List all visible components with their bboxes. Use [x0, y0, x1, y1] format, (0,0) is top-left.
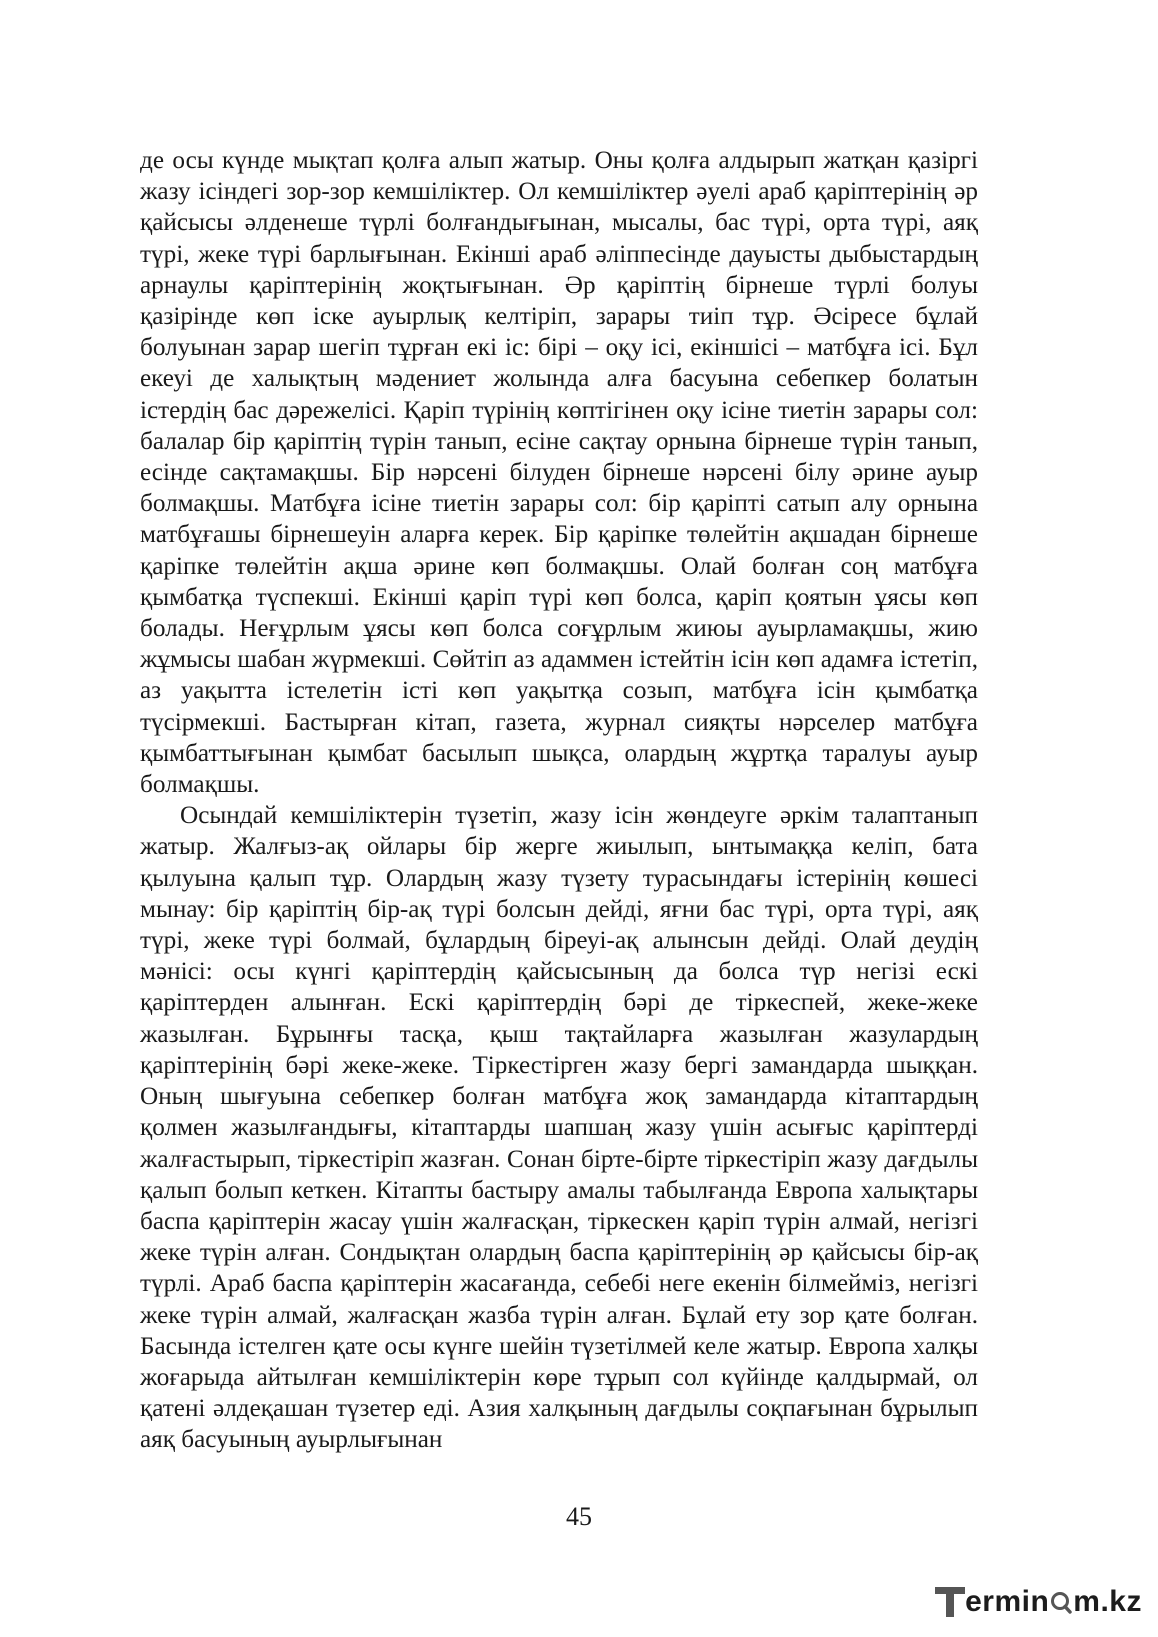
paragraph-1: де осы күнде мықтап қолға алып жатыр. Оны қолға алдырып жатқан қазіргі жазу ісіндегі зор-зор кемшіліктер. Ол кемшіліктер әуелі араб қаріптерінің әр қайсысы әлденеше түрлі болғандығынан, мысалы, бас түрі, орта түрі, аяқ түрі, жеке түрі барлығынан. Екінші араб әліппесінде дауысты дыбыстардың арнаулы қаріптерінің жоқтығынан. Әр қаріптің бірнеше түрлі болуы қазірінде көп іске ауырлық келтіріп, зарары тиіп тұр. Әсіресе бұлай болуынан зарар шегіп тұрған екі іс: бірі – оқу ісі, екіншісі – матбұға ісі. Бұл екеуі де халықтың мәдениет жолында алға басуына себепкер болатын істердің бас дәрежелісі. Қаріп түрінің көптігінен оқу ісіне тиетін зарары сол: балалар бір қаріптің түрін танып, есіне сақтау орнына бірнеше түрін танып, есінде сақтамақшы. Бір нәрсені білуден бірнеше нәрсені білу әрине ауыр болмақшы. Матбұға ісіне тиетін зарары сол: бір қаріпті сатып алу орнына матбұғашы бірнешеуін аларға керек. Бір қаріпке төлейтін ақшадан бірнеше қаріпке төлейтін ақша әрине көп болмақшы. Олай болған соң матбұға қымбатқа түспекші. Екінші қаріп түрі көп болса, қаріп қоятын ұясы көп болады. Неғұрлым ұясы көп болса соғұрлым жиюы ауырламақшы, жию жұмысы шабан жүрмекші. Сөйтіп аз адаммен істейтін ісін көп адамға істетіп, аз уақытта істелетін істі көп уақытқа созып, матбұға ісін қымбатқа түсірмекші. Бастырған кітап, газета, журнал сияқты нәрселер матбұға қымбаттығынан қымбат басылып шықса, олардың жұртқа таралуы ауыр болмақшы. — [140, 147, 978, 799]
body-text — [140, 145, 978, 1456]
watermark-text-end: m.kz — [1073, 1585, 1142, 1618]
paragraph-2: Осындай кемшіліктерін түзетіп, жазу ісін жөндеуге әркім талаптанып жатыр. Жалғыз-ақ ойлары бір жерге жиылып, ынтымаққа келіп, бата қылуына қалып тұр. Олардың жазу түзету турасындағы істерінің көшесі мынау: бір қаріптің бір-ақ түрі болсын дейді, яғни бас түрі, орта түрі, аяқ түрі, жеке түрі болмай, бұлардың біреуі-ақ алынсын дейді. Олай деудің мәнісі: осы күнгі қаріптердің қайсысының да болса түр негізі ескі қаріптерден алынған. Ескі қаріптердің бәрі де тіркеспей, жеке-жеке жазылған. Бұрынғы тасқа, қыш тақтайларға жазылған жазулардың қаріптерінің бәрі жеке-жеке. Тіркестірген жазу бергі замандарда шыққан. Оның шығуына себепкер болған матбұға жоқ замандарда кітаптардың қолмен жазылғандығы, кітаптарды шапшаң жазу үшін асығыс қаріптерді жалғастырып, тіркестіріп жазған. Сонан бірте-бірте тіркестіріп жазу дағдылы қалып болып кеткен. Кітапты бастыру амалы табылғанда Европа халықтары баспа қаріптерін жасау үшін жалғасқан, тіркескен қаріп түрін алмай, негізгі жеке түрін алған. Сондықтан олардың баспа қаріптерінің әр қайсысы бір-ақ түрлі. Араб баспа қаріптерін жасағанда, себебі неге екенін білмейміз, негізгі жеке түрін алмай, жалғасқан жазба түрін алған. Бұлай ету зор қате болған. Басында істелген қате осы күнге шейін түзетілмей келе жатыр. Европа халқы жоғарыда айтылған кемшіліктерін көре тұрып сол күйінде қалдырмай, ол қатені әлдеқашан түзетер еді. Азия халқының дағдылы соқпағынан бұрылып аяқ басуының ауырлығынан — [140, 802, 978, 1454]
magnifier-icon — [1050, 1589, 1072, 1615]
page-number: 45 — [566, 1502, 592, 1531]
t-logo-icon — [935, 1585, 965, 1619]
termincom-watermark — [935, 1581, 1142, 1623]
watermark-text-start: ermin — [965, 1585, 1050, 1618]
